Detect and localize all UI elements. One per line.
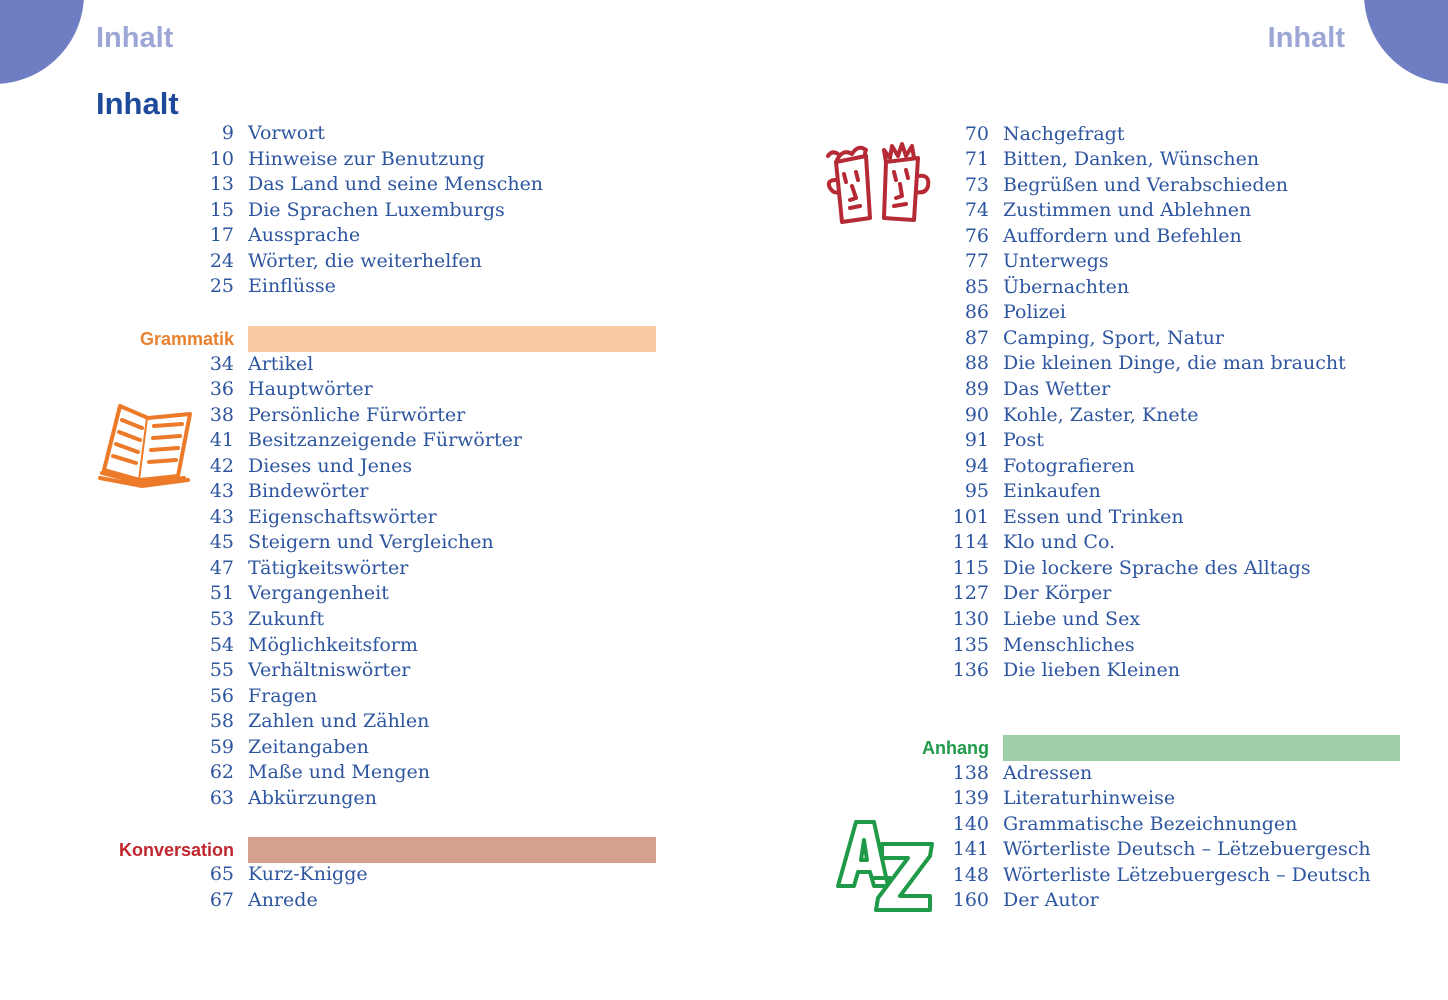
toc-entry-title: Vorwort xyxy=(248,122,325,144)
toc-page-number: 51 xyxy=(209,582,234,605)
toc-entry-title: Essen und Trinken xyxy=(1003,505,1184,528)
toc-entry xyxy=(209,556,409,581)
toc-entry xyxy=(209,274,336,299)
toc-page-number: 74 xyxy=(964,199,989,222)
toc-entry-title: Wörterliste Deutsch – Lëtzebuergesch xyxy=(1003,838,1371,861)
toc-entry xyxy=(964,147,1260,172)
toc-entry-title: Aussprache xyxy=(248,224,361,247)
toc-page-number: 59 xyxy=(209,735,234,758)
toc-entry-title: Bitten, Danken, Wünschen xyxy=(1003,148,1260,171)
toc-page-number: 42 xyxy=(209,454,234,477)
toc-page-number: 86 xyxy=(964,301,989,324)
toc-page-number: 114 xyxy=(952,531,989,554)
toc-entry-title: Zustimmen und Ablehnen xyxy=(1003,199,1252,222)
toc-page-number: 15 xyxy=(209,198,234,221)
toc-entry-title: Verhältniswörter xyxy=(248,659,411,682)
toc-entry xyxy=(952,863,1371,888)
toc-entry-title: Der Körper xyxy=(1003,582,1112,605)
toc-entry xyxy=(209,633,418,658)
toc-entry xyxy=(209,709,430,734)
toc-entry-title: Polizei xyxy=(1003,301,1066,324)
toc-entry-title: Post xyxy=(1003,429,1044,452)
open-book-icon xyxy=(98,400,196,488)
toc-entry-title: Hauptwörter xyxy=(248,378,373,401)
toc-page-number: 140 xyxy=(952,812,989,835)
section-label-grammatik: Grammatik xyxy=(139,329,234,349)
toc-page-number: 36 xyxy=(209,378,234,401)
toc-page-number: 101 xyxy=(952,505,989,528)
toc-entry xyxy=(952,761,1093,786)
toc-entry-title: Das Land und seine Menschen xyxy=(248,173,544,196)
two-faces-icon xyxy=(822,140,936,228)
toc-entry xyxy=(964,351,1346,376)
toc-entry xyxy=(209,581,389,606)
toc-entry-title: Camping, Sport, Natur xyxy=(1003,326,1224,349)
toc-entry-title: Fragen xyxy=(248,684,318,707)
toc-entry-title: Fotografieren xyxy=(1003,454,1135,477)
toc-page-number: 65 xyxy=(209,863,234,885)
toc-entry-title: Tätigkeitswörter xyxy=(248,556,409,579)
toc-page-number: 70 xyxy=(964,122,989,145)
toc-entry-title: Die kleinen Dinge, die man braucht xyxy=(1003,352,1346,375)
toc-entry xyxy=(209,428,522,453)
toc-page-number: 13 xyxy=(209,173,234,196)
toc-entry-title: Vergangenheit xyxy=(248,582,389,605)
section-bar-grammatik xyxy=(248,326,656,352)
toc-page-number: 139 xyxy=(952,787,989,810)
toc-page-number: 58 xyxy=(209,710,234,733)
toc-entry-title: Zeitangaben xyxy=(248,735,369,758)
toc-entry xyxy=(952,530,1116,555)
toc-entry xyxy=(209,223,361,248)
toc-page-number: 63 xyxy=(209,786,234,809)
toc-page-number: 87 xyxy=(964,326,989,349)
toc-page-number: 56 xyxy=(209,684,234,707)
toc-entry xyxy=(964,454,1135,479)
toc-entry xyxy=(209,862,368,887)
toc-entry xyxy=(209,607,325,632)
toc-page-number: 43 xyxy=(209,480,234,503)
toc-entry xyxy=(964,377,1111,402)
toc-page-number: 45 xyxy=(209,531,234,554)
section-bar-konversation xyxy=(248,837,656,863)
toc-entry xyxy=(209,198,505,223)
toc-entry-title: Anrede xyxy=(248,888,318,911)
toc-entry xyxy=(209,735,369,760)
toc-page-number: 88 xyxy=(964,352,989,375)
toc-entry xyxy=(209,172,544,197)
toc-entry-title: Artikel xyxy=(248,352,314,375)
toc-entry-title: Zahlen und Zählen xyxy=(248,710,430,733)
toc-page-number: 76 xyxy=(964,224,989,247)
toc-entry xyxy=(964,122,1125,147)
toc-entry xyxy=(952,837,1371,862)
section-bar-anhang xyxy=(1003,735,1400,761)
toc-entry-title: Das Wetter xyxy=(1003,378,1111,400)
toc-entry-title: Bindewörter xyxy=(248,480,369,503)
toc-page-number: 10 xyxy=(209,147,234,170)
toc-entry xyxy=(209,403,466,428)
a-z-icon xyxy=(834,818,938,914)
toc-entry xyxy=(964,403,1199,428)
toc-entry-title: Begrüßen und Verabschieden xyxy=(1003,173,1288,196)
toc-entry xyxy=(952,581,1112,606)
toc-entry xyxy=(209,530,494,555)
toc-entry xyxy=(952,505,1184,530)
toc-page-number: 85 xyxy=(964,275,989,298)
toc-entry xyxy=(209,479,369,504)
corner-decoration-right xyxy=(1364,0,1448,84)
toc-entry-title: Besitzanzeigende Fürwörter xyxy=(248,429,522,452)
toc-entry-title: Eigenschaftswörter xyxy=(248,505,437,528)
running-header-right: Inhalt xyxy=(1267,22,1345,54)
toc-entry xyxy=(209,454,413,479)
toc-entry-title: Menschliches xyxy=(1003,633,1135,656)
toc-entry xyxy=(964,428,1044,453)
toc-entry xyxy=(952,888,1099,913)
toc-entry-title: Dieses und Jenes xyxy=(248,454,413,477)
toc-page-number: 160 xyxy=(952,889,989,912)
toc-page-number: 95 xyxy=(964,480,989,503)
toc-entry-title: Auffordern und Befehlen xyxy=(1003,224,1242,247)
toc-page-number: 43 xyxy=(209,505,234,528)
toc-entry xyxy=(209,684,318,709)
toc-entry xyxy=(209,249,482,274)
toc-entry-title: Klo und Co. xyxy=(1003,531,1116,554)
toc-entry xyxy=(964,275,1130,300)
toc-entry xyxy=(209,760,431,785)
toc-entry xyxy=(964,224,1242,249)
toc-page-number: 62 xyxy=(209,761,234,784)
toc-entry xyxy=(209,352,314,377)
toc-entry xyxy=(964,249,1109,274)
toc-entry-title: Kurz-Knigge xyxy=(248,863,368,885)
toc-entry xyxy=(209,377,373,402)
toc-entry xyxy=(221,121,325,146)
toc-entry xyxy=(964,173,1288,198)
toc-entry xyxy=(964,326,1224,351)
toc-entry xyxy=(964,300,1066,325)
toc-page-number: 77 xyxy=(964,250,989,273)
toc-entry-title: Liebe und Sex xyxy=(1003,607,1141,630)
toc-entry-title: Die lockere Sprache des Alltags xyxy=(1003,556,1311,579)
toc-page-number: 34 xyxy=(209,352,234,375)
toc-page-number: 54 xyxy=(209,633,234,656)
toc-page-number: 73 xyxy=(964,173,989,196)
toc-page-number: 67 xyxy=(209,888,234,911)
toc-page-number: 89 xyxy=(964,378,989,400)
toc-entry xyxy=(964,479,1101,504)
toc-entry-title: Steigern und Vergleichen xyxy=(248,531,494,554)
toc-entry-title: Literaturhinweise xyxy=(1003,787,1176,810)
toc-entry-title: Einflüsse xyxy=(248,275,336,298)
toc-page-number: 24 xyxy=(209,249,234,272)
toc-entry xyxy=(209,888,318,913)
toc-entry-title: Adressen xyxy=(1003,761,1093,784)
toc-entry xyxy=(952,556,1311,581)
toc-entry-title: Einkaufen xyxy=(1003,480,1101,503)
toc-entry-title: Hinweise zur Benutzung xyxy=(248,147,485,170)
toc-page-number: 138 xyxy=(952,761,989,784)
toc-entry xyxy=(952,658,1180,683)
toc-entry-title: Wörterliste Lëtzebuergesch – Deutsch xyxy=(1003,863,1371,886)
toc-page-number: 71 xyxy=(964,148,989,171)
toc-page-number: 148 xyxy=(952,863,989,886)
toc-entry-title: Die Sprachen Luxemburgs xyxy=(248,198,505,221)
toc-page-number: 47 xyxy=(209,556,234,579)
toc-entry-title: Grammatische Bezeichnungen xyxy=(1003,812,1298,835)
toc-page-number: 136 xyxy=(952,659,989,682)
toc-entry-title: Unterwegs xyxy=(1003,250,1109,273)
toc-page-number: 94 xyxy=(964,454,989,477)
toc-page-number: 90 xyxy=(964,403,989,426)
section-label-konversation: Konversation xyxy=(118,840,234,860)
toc-entry xyxy=(952,786,1176,811)
toc-entry-title: Nachgefragt xyxy=(1003,122,1125,145)
toc-page-number: 135 xyxy=(952,633,989,656)
toc-entry xyxy=(209,505,437,530)
toc-page-number: 115 xyxy=(952,556,989,579)
running-header-left: Inhalt xyxy=(96,22,174,54)
toc-entry-title: Der Autor xyxy=(1003,889,1099,912)
toc-entry-title: Abkürzungen xyxy=(248,786,377,809)
toc-entry-title: Die lieben Kleinen xyxy=(1003,659,1180,682)
toc-page-number: 17 xyxy=(209,224,234,247)
toc-entry xyxy=(952,607,1141,632)
toc-entry xyxy=(209,147,485,172)
toc-page-number: 25 xyxy=(209,275,234,298)
toc-page-number: 53 xyxy=(209,608,234,630)
toc-entry-title: Kohle, Zaster, Knete xyxy=(1003,403,1199,426)
toc-page-number: 9 xyxy=(221,122,234,144)
toc-page-number: 38 xyxy=(209,403,234,426)
toc-entry xyxy=(964,198,1252,223)
toc-entry xyxy=(209,658,411,683)
toc-entry-title: Wörter, die weiterhelfen xyxy=(248,249,482,272)
page-title: Inhalt xyxy=(96,86,179,121)
toc-page-number: 41 xyxy=(209,429,234,452)
toc-entry-title: Maße und Mengen xyxy=(248,761,431,784)
section-label-anhang: Anhang xyxy=(922,738,989,758)
toc-entry-title: Übernachten xyxy=(1003,275,1130,298)
toc-entry-title: Möglichkeitsform xyxy=(248,633,418,656)
toc-page-number: 141 xyxy=(952,838,989,861)
toc-page-number: 127 xyxy=(952,582,989,605)
toc-page-number: 130 xyxy=(952,607,989,630)
toc-entry xyxy=(952,812,1298,837)
toc-entry xyxy=(952,633,1135,658)
toc-page-number: 55 xyxy=(209,659,234,682)
toc-entry-title: Persönliche Fürwörter xyxy=(248,403,466,426)
toc-entry-title: Zukunft xyxy=(248,608,325,630)
corner-decoration-left xyxy=(0,0,84,84)
toc-page-number: 91 xyxy=(964,429,989,452)
toc-entry xyxy=(209,786,377,811)
